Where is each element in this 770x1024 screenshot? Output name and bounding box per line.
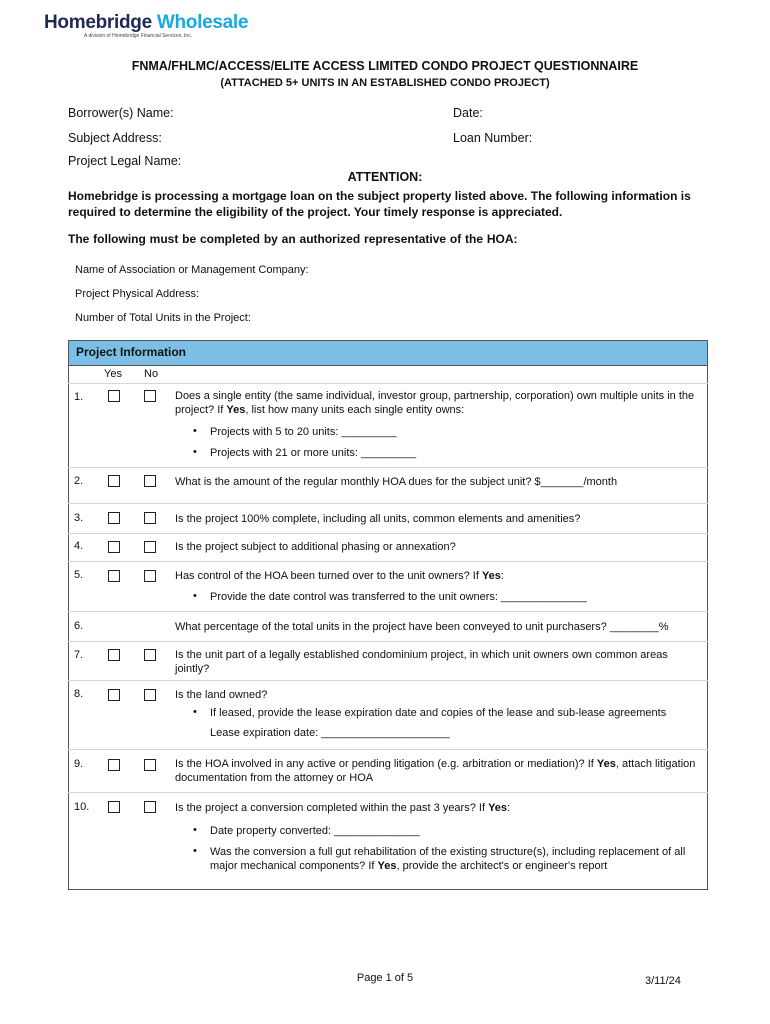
document-subtitle: (ATTACHED 5+ UNITS IN AN ESTABLISHED CONDO PROJECT) (220, 77, 550, 89)
bullet-text: Provide the date control was transferred to the unit owners: ______________ (210, 591, 587, 603)
yes-checkbox[interactable] (108, 512, 120, 524)
bullet-text: Projects with 21 or more units: _________ (210, 447, 417, 459)
question-text: Is the project subject to additional phasing or annexation? (175, 541, 456, 553)
bullet-icon: • (193, 824, 197, 836)
company-logo (44, 12, 248, 34)
loan-number-field[interactable]: Loan Number: (453, 131, 533, 145)
bullet-text: Date property converted: ______________ (210, 825, 420, 837)
bullet-icon: • (193, 845, 197, 857)
question-number: 1. (74, 391, 84, 403)
question-number: 2. (74, 475, 84, 487)
document-title: FNMA/FHLMC/ACCESS/ELITE ACCESS LIMITED CONDO PROJECT QUESTIONNAIRE (131, 59, 639, 73)
logo-brand-part1: Homebridge (44, 12, 152, 33)
yes-checkbox[interactable] (108, 689, 120, 701)
question-number: 6. (74, 620, 84, 632)
page-number: Page 1 of 5 (356, 972, 414, 984)
no-checkbox[interactable] (144, 689, 156, 701)
bullet-text: Was the conversion a full gut rehabilitation of the existing structure(s), including replacement of all major mechanical components? If Yes, provide the architect's or engineer's report (210, 846, 686, 872)
question-number: 5. (74, 569, 84, 581)
row-divider (68, 749, 708, 750)
total-units-field[interactable]: Number of Total Units in the Project: (75, 312, 251, 324)
row-divider (68, 680, 708, 681)
attention-heading: ATTENTION: (347, 170, 423, 184)
question-number: 10. (74, 801, 90, 813)
row-divider (68, 561, 708, 562)
yes-checkbox[interactable] (108, 801, 120, 813)
revision-date: 3/11/24 (645, 975, 681, 987)
question-number: 4. (74, 540, 84, 552)
question-text: Is the HOA involved in any active or pending litigation (e.g. arbitration or mediation)? If Yes, attach litigation documentation from the attorney or HOA (175, 758, 696, 784)
row-divider (68, 467, 708, 468)
yes-checkbox[interactable] (108, 649, 120, 661)
row-divider (68, 533, 708, 534)
subject-address-field[interactable]: Subject Address: (68, 131, 162, 145)
column-yes-header: Yes (104, 368, 122, 380)
no-checkbox[interactable] (144, 759, 156, 771)
no-checkbox[interactable] (144, 649, 156, 661)
borrower-name-field[interactable]: Borrower(s) Name: (68, 106, 174, 120)
yes-checkbox[interactable] (108, 475, 120, 487)
question-number: 3. (74, 512, 84, 524)
column-no-header: No (144, 368, 159, 380)
bullet-icon: • (193, 446, 197, 458)
row-divider (68, 792, 708, 793)
no-checkbox[interactable] (144, 390, 156, 402)
row-divider (68, 641, 708, 642)
row-divider (68, 611, 708, 612)
bullet-icon: • (193, 590, 197, 602)
question-text: Is the land owned? (175, 689, 268, 701)
question-text: Is the project 100% complete, including all units, common elements and amenities? (175, 513, 581, 525)
table-header-label: Project Information (76, 345, 187, 359)
hoa-requirement-text: The following must be completed by an authorized representative of the HOA: (68, 232, 518, 246)
question-number: 9. (74, 758, 84, 770)
question-text: What is the amount of the regular monthly HOA dues for the subject unit? $_______/month (175, 476, 618, 488)
bullet-text: Projects with 5 to 20 units: _________ (210, 426, 397, 438)
association-name-field[interactable]: Name of Association or Management Company: (75, 264, 309, 276)
logo-tagline: A division of Homebridge Financial Services, Inc. (84, 33, 193, 39)
project-physical-address-field[interactable]: Project Physical Address: (75, 288, 200, 300)
bullet-icon: • (193, 706, 197, 718)
project-legal-name-field[interactable]: Project Legal Name: (68, 154, 182, 168)
yes-checkbox[interactable] (108, 759, 120, 771)
question-text: Does a single entity (the same individual, investor group, partnership, corporation) own multiple units in the project? If Yes, list how many units each single entity owns: (175, 390, 695, 416)
no-checkbox[interactable] (144, 475, 156, 487)
logo-brand-part2: Wholesale (156, 12, 249, 33)
row-divider (68, 503, 708, 504)
question-text: Has control of the HOA been turned over to the unit owners? If Yes: (175, 570, 504, 582)
no-checkbox[interactable] (144, 512, 156, 524)
question-text: Is the unit part of a legally established condominium project, in which unit owners own common areas jointly? (175, 649, 668, 675)
attention-body: Homebridge is processing a mortgage loan on the subject property listed above. The following information is required to determine the eligibility of the project. Your timely response is appreciated. (68, 189, 691, 219)
question-number: 8. (74, 688, 84, 700)
no-checkbox[interactable] (144, 541, 156, 553)
yes-checkbox[interactable] (108, 570, 120, 582)
question-text: Is the project a conversion completed within the past 3 years? If Yes: (175, 802, 511, 814)
yes-checkbox[interactable] (108, 390, 120, 402)
yes-checkbox[interactable] (108, 541, 120, 553)
no-checkbox[interactable] (144, 801, 156, 813)
question-text: What percentage of the total units in the project have been conveyed to unit purchasers? ________% (175, 621, 669, 633)
bullet-icon: • (193, 425, 197, 437)
bullet-text: If leased, provide the lease expiration date and copies of the lease and sub-lease agreements (210, 707, 667, 719)
row-divider (68, 383, 708, 384)
lease-expiration-field[interactable]: Lease expiration date: _____________________ (210, 727, 450, 739)
date-field[interactable]: Date: (453, 106, 483, 120)
no-checkbox[interactable] (144, 570, 156, 582)
question-number: 7. (74, 649, 84, 661)
